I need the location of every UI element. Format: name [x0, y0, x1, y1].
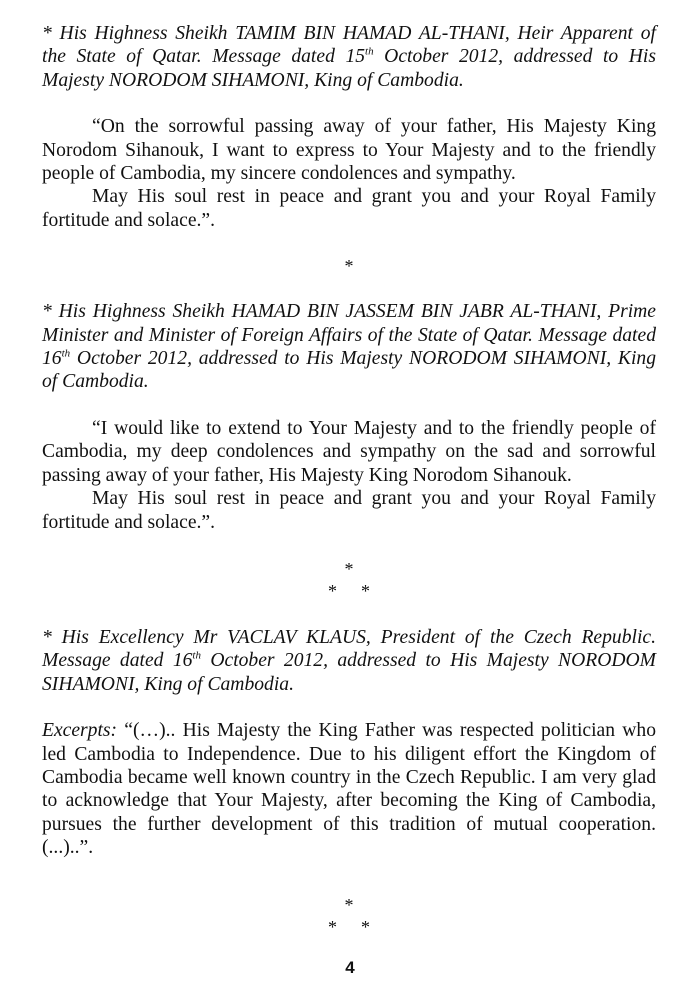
- heading-text: October 2012, addressed to His Majesty NORODOM SIHAMONI, King of Cambodia.: [42, 650, 656, 695]
- message-body-paragraph: “I would like to extend to Your Majesty and to the friendly people of Cambodia, my deep condolences and sympathy on the sad and sorrowful passing away of your father, His Majesty King Norodom Sihanouk.: [42, 417, 656, 486]
- heading-text: October 2012, addressed to His Majesty NORODOM SIHAMONI, King of Cambodia.: [42, 46, 656, 91]
- ordinal-suffix: th: [61, 347, 71, 360]
- message-excerpt: [42, 719, 656, 859]
- message-body-paragraph: “On the sorrowful passing away of your father, His Majesty King Norodom Sihanouk, I want to express to Your Majesty and to the friendly people of Cambodia, my sincere condolences and sympathy.: [42, 116, 656, 185]
- message-heading-tamim: [42, 22, 656, 92]
- heading-text: * His Highness Sheikh HAMAD BIN JASSEM BIN JABR AL-THANI, Prime Minister and Minister of Foreign Affairs of the State of Qatar. Message dated 16: [42, 301, 656, 370]
- message-body-paragraph: May His soul rest in peace and grant you and your Royal Family fortitude and solace.”.: [42, 488, 656, 533]
- heading-text: * His Highness Sheikh TAMIM BIN HAMAD AL-THANI, Heir Apparent of the State of Qatar. Message dated 15: [42, 23, 656, 68]
- message-body-paragraph: May His soul rest in peace and grant you and your Royal Family fortitude and solace.”.: [42, 186, 656, 231]
- separator-triple-star: * * *: [328, 894, 370, 937]
- message-heading-hamad: [42, 300, 656, 394]
- ordinal-suffix: th: [192, 649, 201, 662]
- message-heading-klaus: [42, 626, 656, 696]
- heading-text: * His Excellency Mr VACLAV KLAUS, President of the Czech Republic. Message dated 16: [42, 626, 656, 672]
- excerpt-text: “(…).. His Majesty the King Father was respected politician who led Cambodia to Independence. Due to his diligent effort the Kingdom of Cambodia became well known country in the Czech Republic. I am very glad to acknowledge that Your Majesty, after becoming the King of Cambodia, pursues the further development of this tradition of mutual cooperation. (...)..”.: [42, 720, 656, 859]
- heading-text: October 2012, addressed to His Majesty NORODOM SIHAMONI, King of Cambodia.: [42, 348, 656, 393]
- separator-single-star: *: [344, 256, 354, 277]
- document-page: [42, 22, 656, 938]
- page-number: 4: [345, 958, 355, 977]
- excerpt-label: Excerpts:: [42, 720, 118, 742]
- separator-triple-star: * * *: [328, 558, 370, 601]
- ordinal-suffix: th: [365, 45, 374, 58]
